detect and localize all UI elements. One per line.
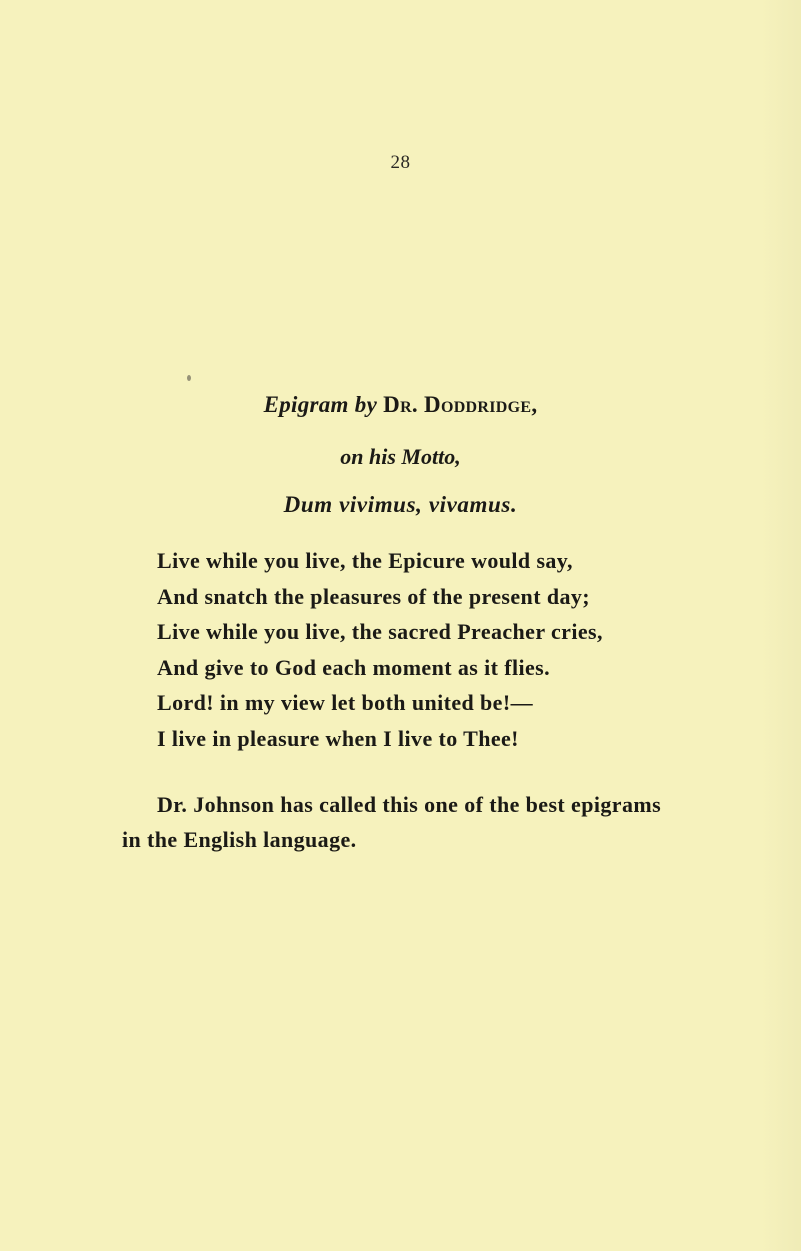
- latin-motto: Dum vivimus, vivamus.: [283, 492, 518, 517]
- ink-speck: [187, 375, 191, 381]
- epigram-subtitle: on his Motto,: [340, 444, 461, 469]
- page-number: 28: [390, 152, 411, 173]
- poem-line: Live while you live, the sacred Preacher cries,: [157, 619, 603, 644]
- poem-line: And give to God each moment as it flies.: [157, 654, 551, 680]
- note-line-2: in the English language.: [122, 827, 357, 852]
- poem-line: Lord! in my view let both united be!—: [157, 690, 533, 715]
- title-author: Dr. Doddridge,: [383, 392, 538, 417]
- epigram-title: [0, 392, 801, 418]
- page-edge-shadow: [761, 0, 801, 1251]
- poem-body: [157, 543, 737, 756]
- poem-line: And snatch the pleasures of the present day;: [157, 583, 590, 609]
- title-italic: Epigram by: [263, 392, 378, 417]
- note-line-1: Dr. Johnson has called this one of the best epigrams: [157, 792, 662, 817]
- editorial-note: [122, 787, 762, 857]
- poem-line: I live in pleasure when I live to Thee!: [157, 725, 519, 751]
- poem-line: Live while you live, the Epicure would say,: [157, 548, 573, 573]
